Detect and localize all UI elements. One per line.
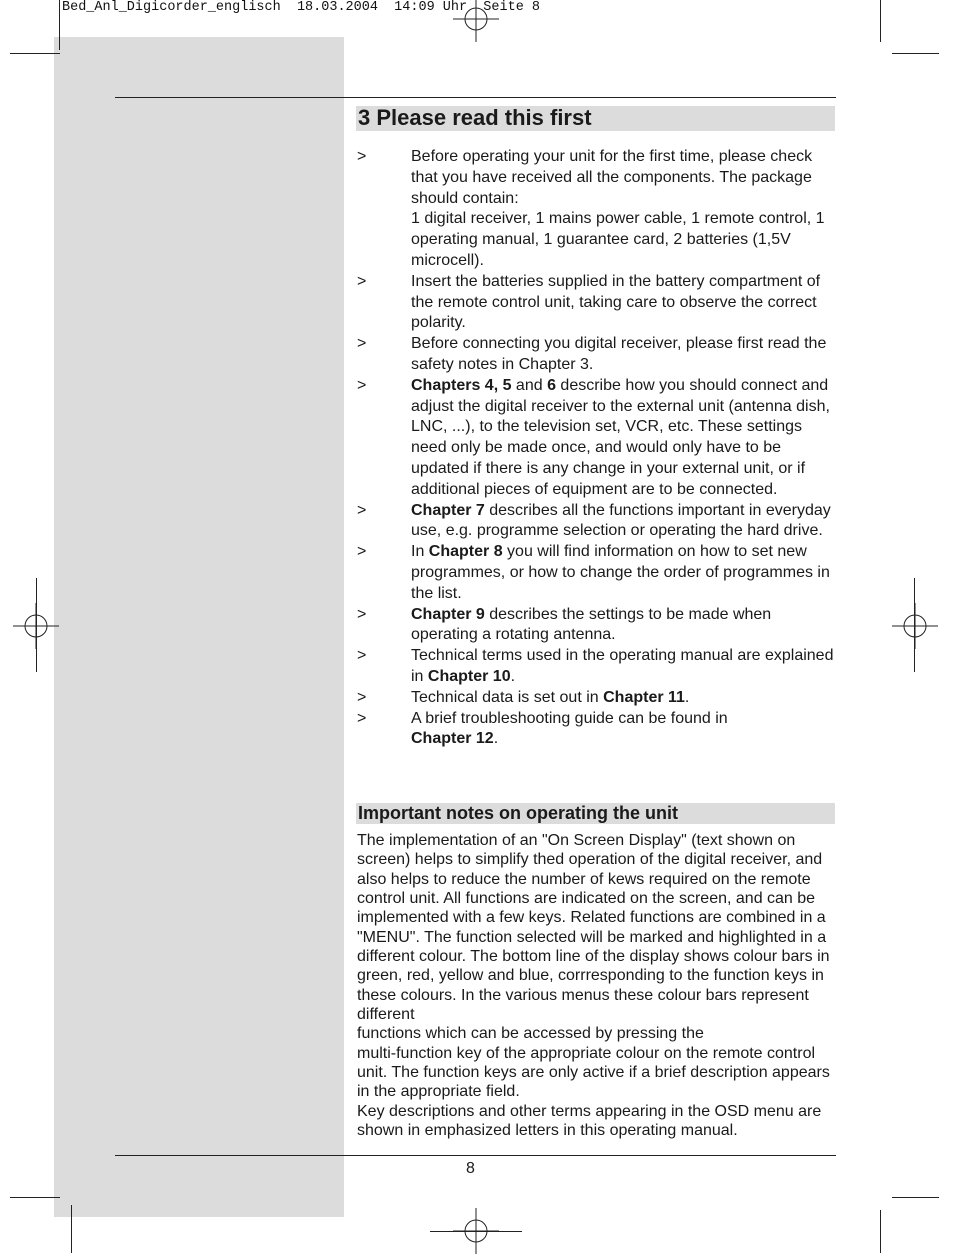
crop-mark: [36, 578, 37, 672]
crop-mark: [880, 0, 881, 42]
bullet-text: [411, 147, 837, 272]
bullet-item: [357, 147, 837, 272]
chapter-reference: Chapters 4, 5: [411, 376, 512, 394]
bullet-text: [411, 272, 837, 334]
bullet-list: [357, 147, 837, 750]
chapter-reference: Chapter 8: [428, 543, 503, 561]
registration-mark-right: [892, 603, 938, 649]
bullet-text: [411, 709, 837, 751]
chapter-reference: Chapter 9: [411, 605, 485, 623]
bullet-item: [357, 272, 837, 334]
bullet-text-segment: Before connecting you digital receiver, please first read the safety notes in Chapter 3.: [411, 335, 827, 373]
crop-mark: [914, 578, 915, 672]
bullet-text-segment: describes all the functions important in everyday use, e.g. programme selection or operating the hard drive.: [411, 501, 831, 540]
print-page-label: Seite 8: [483, 0, 541, 15]
bullet-marker: >: [357, 376, 367, 394]
bullet-text: [411, 376, 837, 501]
bullet-item: [357, 542, 837, 604]
bullet-text-segment: A brief troubleshooting guide can be found in: [411, 709, 728, 727]
bullet-text-segment: Insert the batteries supplied in the battery compartment of the remote control unit, taking care to observe the correct polarity.: [411, 272, 821, 332]
bullet-text-segment: .: [493, 730, 499, 748]
crop-mark: [10, 1197, 60, 1198]
bullet-marker: >: [357, 272, 367, 290]
subsection-title: Important notes on operating the unit: [358, 803, 678, 823]
chapter-reference: Chapter 10: [427, 667, 511, 685]
notes-paragraph: The implementation of an "On Screen Display" (text shown on screen) helps to simplify thed operation of the digital receiver, and also helps to reduce the number of kews required on the remote control unit. All functions are indicated on the screen, and can be implemented with a few keys. Related functions are combined in a "MENU". The function selected will be marked and highlighted in a different colour. The bottom line of the display shows colour bars in green, red, yellow and blue, corrresponding to the function keys in these colours. In the various menus these colour bars represent different functions which can be accessed by pressing the multi-function key of the appropriate colour on the remote control unit. The function keys are only active if a brief description appears in the appropriate field. Key descriptions and other terms appearing in the OSD menu are shown in emphasized letters in this operating manual.: [357, 832, 830, 1140]
bullet-item: [357, 646, 837, 688]
crop-mark: [10, 53, 60, 54]
bullet-item: [357, 709, 837, 751]
bullet-marker: >: [357, 688, 367, 706]
bullet-text-segment: In: [411, 543, 429, 561]
bullet-text-segment: Technical data is set out in: [411, 688, 604, 706]
bullet-marker: >: [357, 709, 367, 727]
bullet-text-segment: Technical terms used in the operating manual are explained in: [411, 647, 834, 685]
bullet-text-segment: describes the settings to be made when operating a rotating antenna.: [411, 605, 772, 644]
bullet-text: [411, 334, 837, 376]
bullet-text-segment: you will find information on how to set new programmes, or how to change the order of programmes in the list.: [411, 543, 830, 602]
page-number: 8: [466, 1160, 475, 1177]
bullet-text-segment: Before operating your unit for the first time, please check that you have received all the components. The package should contain:: [411, 148, 813, 207]
section-title: 3 Please read this first: [358, 105, 592, 130]
bullet-text: [411, 501, 837, 543]
bullet-marker: >: [357, 148, 367, 165]
print-file-name: Bed_Anl_Digicorder_englisch: [62, 0, 281, 15]
left-gray-margin: [54, 37, 344, 1217]
bullet-text: [411, 542, 837, 604]
crop-mark: [880, 1210, 881, 1253]
bullet-item: [357, 688, 837, 709]
bullet-text: [411, 688, 837, 709]
print-time: 14:09 Uhr: [394, 0, 468, 15]
bullet-text: [411, 646, 837, 688]
bullet-marker: >: [357, 647, 367, 665]
chapter-reference: Chapter 11: [603, 688, 685, 706]
bullet-item: [357, 376, 837, 501]
bullet-text-segment: .: [684, 688, 690, 706]
bullet-marker: >: [357, 335, 367, 353]
bullet-marker: >: [357, 543, 367, 561]
crop-mark: [59, 0, 60, 50]
chapter-reference: Chapter 7: [411, 501, 485, 519]
chapter-reference: Chapter 12: [411, 730, 494, 748]
chapter-reference: 6: [547, 376, 556, 394]
bullet-item: [357, 334, 837, 376]
crop-mark: [892, 1197, 939, 1198]
bullet-text-segment: and: [511, 376, 548, 394]
bullet-item: [357, 605, 837, 647]
registration-mark-top: [453, 0, 499, 42]
bullet-item: [357, 501, 837, 543]
print-date: 18.03.2004: [296, 0, 378, 15]
crop-mark: [892, 53, 939, 54]
bullet-text-segment: 1 digital receiver, 1 mains power cable, 1 remote control, 1 operating manual, 1 guarantee card, 2 batteries (1,5V microcell).: [411, 210, 825, 269]
bullet-marker: >: [357, 605, 367, 623]
bottom-rule: [115, 1155, 836, 1156]
bullet-marker: >: [357, 501, 367, 519]
crop-mark: [71, 1205, 72, 1253]
crop-mark: [430, 1231, 522, 1232]
bullet-text-segment: describe how you should connect and adjust the digital receiver to the external unit (antenna dish, LNC, ...), to the television set, VCR, etc. These settings need only be made once, and would only have to be updated if there is any change in your external unit, or if additional pieces of equipment are to be connected.: [411, 376, 830, 498]
top-rule: [115, 97, 836, 98]
bullet-text: [411, 605, 837, 647]
bullet-text-segment: .: [510, 667, 516, 685]
